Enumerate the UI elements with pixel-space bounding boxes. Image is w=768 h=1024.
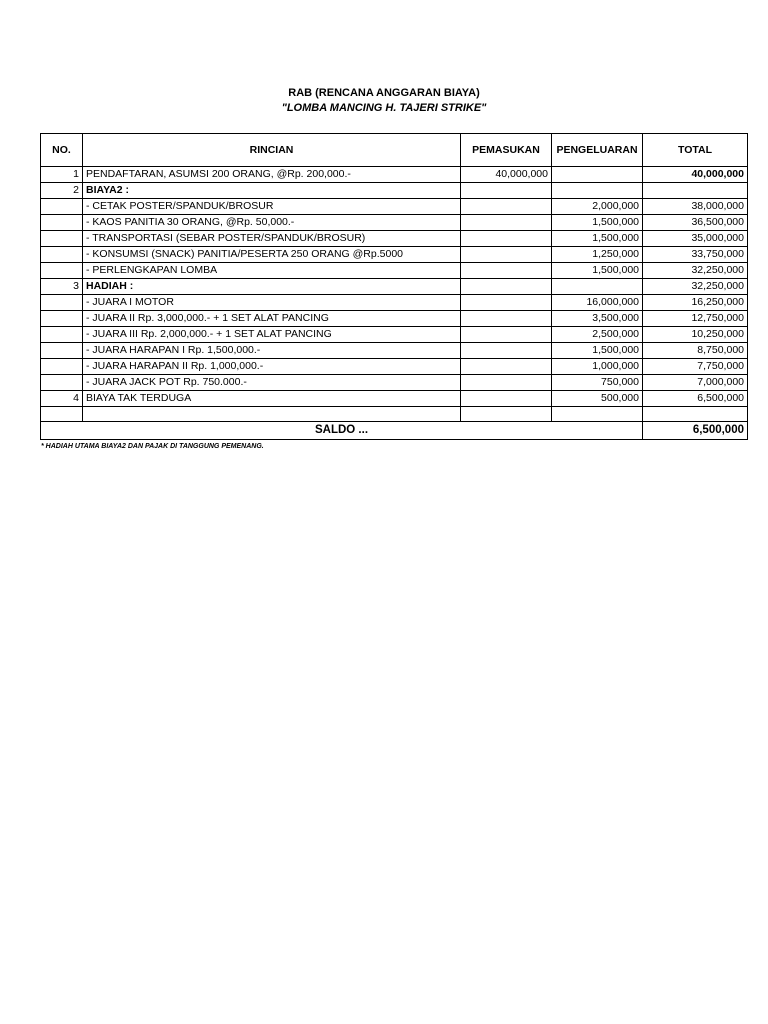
saldo-total: 6,500,000 <box>643 422 748 440</box>
cell-rincian: BIAYA TAK TERDUGA <box>83 391 461 407</box>
cell-pemasukan <box>461 343 552 359</box>
cell-pengeluaran: 1,000,000 <box>552 359 643 375</box>
cell-rincian: - CETAK POSTER/SPANDUK/BROSUR <box>83 199 461 215</box>
header-rincian: RINCIAN <box>83 134 461 167</box>
cell-no <box>41 247 83 263</box>
cell-pengeluaran: 1,500,000 <box>552 263 643 279</box>
cell-no <box>41 359 83 375</box>
saldo-row <box>41 422 748 440</box>
cell-rincian: PENDAFTARAN, ASUMSI 200 ORANG, @Rp. 200,000.- <box>83 167 461 183</box>
cell-rincian: - JUARA JACK POT Rp. 750.000.- <box>83 375 461 391</box>
cell-total: 7,750,000 <box>643 359 748 375</box>
table-row <box>41 247 748 263</box>
cell-total: 32,250,000 <box>643 263 748 279</box>
table-row <box>41 263 748 279</box>
cell-pengeluaran <box>552 183 643 199</box>
cell-rincian: - JUARA HARAPAN I Rp. 1,500,000.- <box>83 343 461 359</box>
document-title: RAB (RENCANA ANGGARAN BIAYA) <box>288 87 480 99</box>
cell-pengeluaran: 1,500,000 <box>552 215 643 231</box>
cell-total: 16,250,000 <box>643 295 748 311</box>
table-header-row <box>41 134 748 167</box>
cell-total: 35,000,000 <box>643 231 748 247</box>
cell-pengeluaran: 16,000,000 <box>552 295 643 311</box>
cell-pemasukan <box>461 375 552 391</box>
cell-rincian: - JUARA I MOTOR <box>83 295 461 311</box>
cell-pengeluaran <box>552 167 643 183</box>
cell-total: 8,750,000 <box>643 343 748 359</box>
cell-total: 10,250,000 <box>643 327 748 343</box>
cell-pemasukan <box>461 295 552 311</box>
spacer-row <box>41 407 748 422</box>
cell-pengeluaran: 3,500,000 <box>552 311 643 327</box>
cell-pemasukan <box>461 263 552 279</box>
cell-pengeluaran: 1,500,000 <box>552 231 643 247</box>
cell-pemasukan <box>461 279 552 295</box>
cell-rincian: HADIAH : <box>83 279 461 295</box>
table-row <box>41 279 748 295</box>
cell-pemasukan <box>461 215 552 231</box>
cell-pengeluaran <box>552 279 643 295</box>
cell-pemasukan <box>461 327 552 343</box>
cell-no <box>41 215 83 231</box>
footnote: * HADIAH UTAMA BIAYA2 DAN PAJAK DI TANGGUNG PEMENANG. <box>41 443 264 450</box>
cell-no <box>41 199 83 215</box>
cell-rincian: - KAOS PANITIA 30 ORANG, @Rp. 50,000.- <box>83 215 461 231</box>
header-pengeluaran: PENGELUARAN <box>552 134 643 167</box>
cell-no: 1 <box>41 167 83 183</box>
cell-no: 4 <box>41 391 83 407</box>
cell-no <box>41 375 83 391</box>
cell-pengeluaran: 2,500,000 <box>552 327 643 343</box>
table-row <box>41 183 748 199</box>
cell-rincian: - KONSUMSI (SNACK) PANITIA/PESERTA 250 ORANG @Rp.5000 <box>83 247 461 263</box>
cell-no <box>41 327 83 343</box>
cell-total: 36,500,000 <box>643 215 748 231</box>
cell-total: 38,000,000 <box>643 199 748 215</box>
cell-rincian: - PERLENGKAPAN LOMBA <box>83 263 461 279</box>
table-row <box>41 215 748 231</box>
cell-pemasukan <box>461 231 552 247</box>
cell-pengeluaran: 2,000,000 <box>552 199 643 215</box>
table-row <box>41 391 748 407</box>
cell-total: 6,500,000 <box>643 391 748 407</box>
table-row <box>41 199 748 215</box>
cell-rincian: - JUARA HARAPAN II Rp. 1,000,000.- <box>83 359 461 375</box>
document-subtitle: "LOMBA MANCING H. TAJERI STRIKE" <box>281 102 487 114</box>
header-no: NO. <box>41 134 83 167</box>
table-row <box>41 295 748 311</box>
cell-pengeluaran: 1,500,000 <box>552 343 643 359</box>
table-row <box>41 343 748 359</box>
saldo-label: SALDO ... <box>41 422 643 440</box>
table-row <box>41 311 748 327</box>
cell-no <box>41 263 83 279</box>
cell-no <box>41 311 83 327</box>
cell-pemasukan <box>461 311 552 327</box>
cell-pemasukan <box>461 391 552 407</box>
cell-no <box>41 231 83 247</box>
cell-pengeluaran: 500,000 <box>552 391 643 407</box>
cell-total: 33,750,000 <box>643 247 748 263</box>
table-row <box>41 359 748 375</box>
cell-pemasukan <box>461 247 552 263</box>
table-row <box>41 231 748 247</box>
cell-no <box>41 295 83 311</box>
cell-rincian: - JUARA III Rp. 2,000,000.- + 1 SET ALAT PANCING <box>83 327 461 343</box>
cell-pengeluaran: 1,250,000 <box>552 247 643 263</box>
cell-total: 12,750,000 <box>643 311 748 327</box>
cell-pemasukan: 40,000,000 <box>461 167 552 183</box>
cell-no <box>41 343 83 359</box>
cell-rincian: - TRANSPORTASI (SEBAR POSTER/SPANDUK/BROSUR) <box>83 231 461 247</box>
table-body <box>41 167 748 407</box>
cell-pemasukan <box>461 359 552 375</box>
cell-total: 32,250,000 <box>643 279 748 295</box>
cell-pemasukan <box>461 183 552 199</box>
cell-total: 40,000,000 <box>643 167 748 183</box>
cell-rincian: BIAYA2 : <box>83 183 461 199</box>
cell-no: 2 <box>41 183 83 199</box>
cell-no: 3 <box>41 279 83 295</box>
cell-total <box>643 183 748 199</box>
cell-rincian: - JUARA II Rp. 3,000,000.- + 1 SET ALAT PANCING <box>83 311 461 327</box>
table-row <box>41 375 748 391</box>
cell-pengeluaran: 750,000 <box>552 375 643 391</box>
table-row <box>41 327 748 343</box>
table-row <box>41 167 748 183</box>
cell-total: 7,000,000 <box>643 375 748 391</box>
cell-pemasukan <box>461 199 552 215</box>
budget-table <box>40 133 748 440</box>
header-pemasukan: PEMASUKAN <box>461 134 552 167</box>
header-total: TOTAL <box>643 134 748 167</box>
